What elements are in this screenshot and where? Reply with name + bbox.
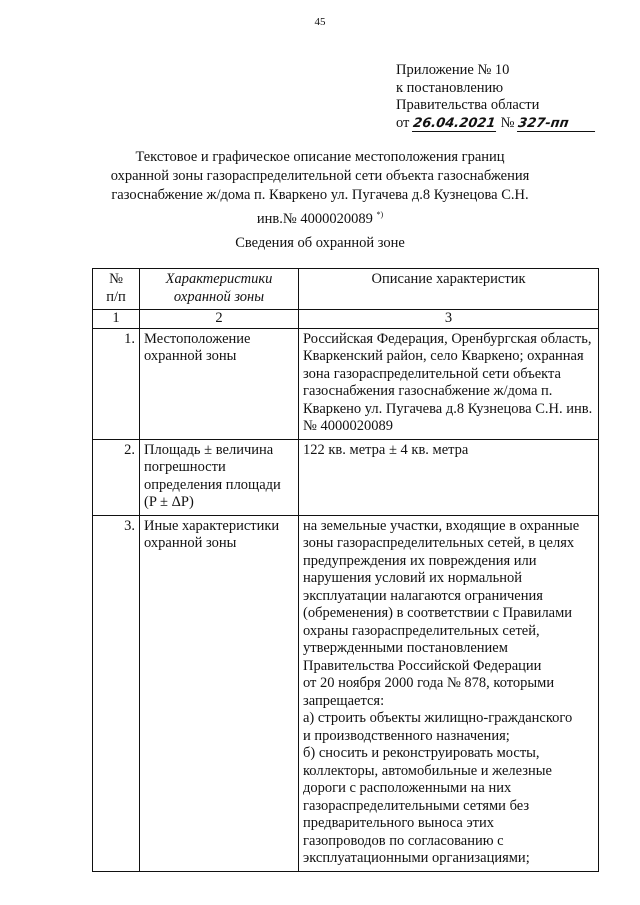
footnote-mark: *) xyxy=(376,210,384,219)
description-line: запрещается: xyxy=(303,692,385,709)
description-line: эксплуатационными организациями; xyxy=(303,850,530,866)
handwritten-number: 327-пп xyxy=(517,117,597,132)
appendix-line-4 xyxy=(396,115,596,133)
table-row xyxy=(93,328,599,439)
description-line: и производственного назначения; xyxy=(303,727,510,744)
row-num: 2. xyxy=(93,439,140,515)
row-description xyxy=(299,515,599,871)
description-line: (обременения) в соответствии с Правилами xyxy=(303,605,573,621)
description-line: утвержденными постановлением xyxy=(303,640,508,656)
row-characteristic: Местоположение охранной зоны xyxy=(140,328,299,439)
title-line-4 xyxy=(60,205,580,229)
description-line: на земельные участки, входящие в охранные xyxy=(303,517,580,534)
title-line-1: Текстовое и графическое описание местоположения границ xyxy=(135,149,505,165)
appendix-line-3: Правительства области xyxy=(396,97,540,113)
table-row xyxy=(93,515,599,871)
appendix-line-2: к постановлению xyxy=(396,79,504,96)
index-cell-1: 1 xyxy=(93,310,140,329)
title-line-2: охранной зоны газораспределительной сети объекта газоснабжения xyxy=(110,168,530,184)
table-header-row xyxy=(93,269,599,310)
appendix-line-1: Приложение № 10 xyxy=(396,62,510,78)
appendix-from-label: от xyxy=(396,114,410,131)
index-cell-3: 3 xyxy=(299,310,599,329)
description-line: дороги с расположенными на них xyxy=(303,780,512,796)
description-line: предупреждения их повреждения или xyxy=(303,552,537,569)
description-line: б) сносить и реконструировать мосты, xyxy=(303,745,540,761)
description-line: а) строить объекты жилищно-гражданского xyxy=(303,710,573,726)
header-num: № п/п xyxy=(93,269,140,310)
description-line: охраны газораспределительных сетей, xyxy=(303,622,540,639)
handwritten-date: 26.04.2021 xyxy=(412,115,497,131)
appendix-block xyxy=(396,62,596,132)
section-subtitle: Сведения об охранной зоне xyxy=(235,235,405,251)
description-line: коллекторы, автомобильные и железные xyxy=(303,762,552,779)
row-description: 122 кв. метра ± 4 кв. метра xyxy=(299,439,599,515)
row-description: Российская Федерация, Оренбургская область, Кваркенский район, село Кваркено; охранная зона газораспределительной сети объекта газоснабжения газоснабжение ж/дома п. Кваркено ул. Пугачева д.8 Кузнецова С.Н. инв.№ 4000020089 xyxy=(299,328,599,439)
description-line: Правительства Российской Федерации xyxy=(303,657,542,674)
header-description: Описание характеристик xyxy=(299,269,599,310)
description-line: от 20 ноября 2000 года № 878, которыми xyxy=(303,675,555,691)
table-index-row xyxy=(93,310,599,329)
row-num: 3. xyxy=(93,515,140,871)
description-line: нарушения условий их нормальной xyxy=(303,570,523,586)
header-characteristics: Характеристики охранной зоны xyxy=(140,269,299,310)
zone-info-table xyxy=(92,268,599,872)
inventory-number: инв.№ 4000020089 xyxy=(256,210,373,227)
page-number: 45 xyxy=(314,16,326,28)
row-num: 1. xyxy=(93,328,140,439)
appendix-no-label: № xyxy=(500,114,515,131)
row-characteristic: Иные характеристики охранной зоны xyxy=(140,515,299,871)
description-line: газопроводов по согласованию с xyxy=(303,832,504,849)
description-line: газораспределительными сетями без xyxy=(303,797,530,814)
title-line-3: газоснабжение ж/дома п. Кваркено ул. Пугачева д.8 Кузнецова С.Н. xyxy=(111,187,529,203)
table-row xyxy=(93,439,599,515)
description-line: предварительного выноса этих xyxy=(303,815,495,831)
row-characteristic: Площадь ± величина погрешности определения площади (P ± ΔP) xyxy=(140,439,299,515)
document-title xyxy=(60,148,580,229)
index-cell-2: 2 xyxy=(140,310,299,329)
description-line: эксплуатации налагаются ограничения xyxy=(303,587,543,604)
description-line: зоны газораспределительных сетей, в целях xyxy=(303,535,575,551)
